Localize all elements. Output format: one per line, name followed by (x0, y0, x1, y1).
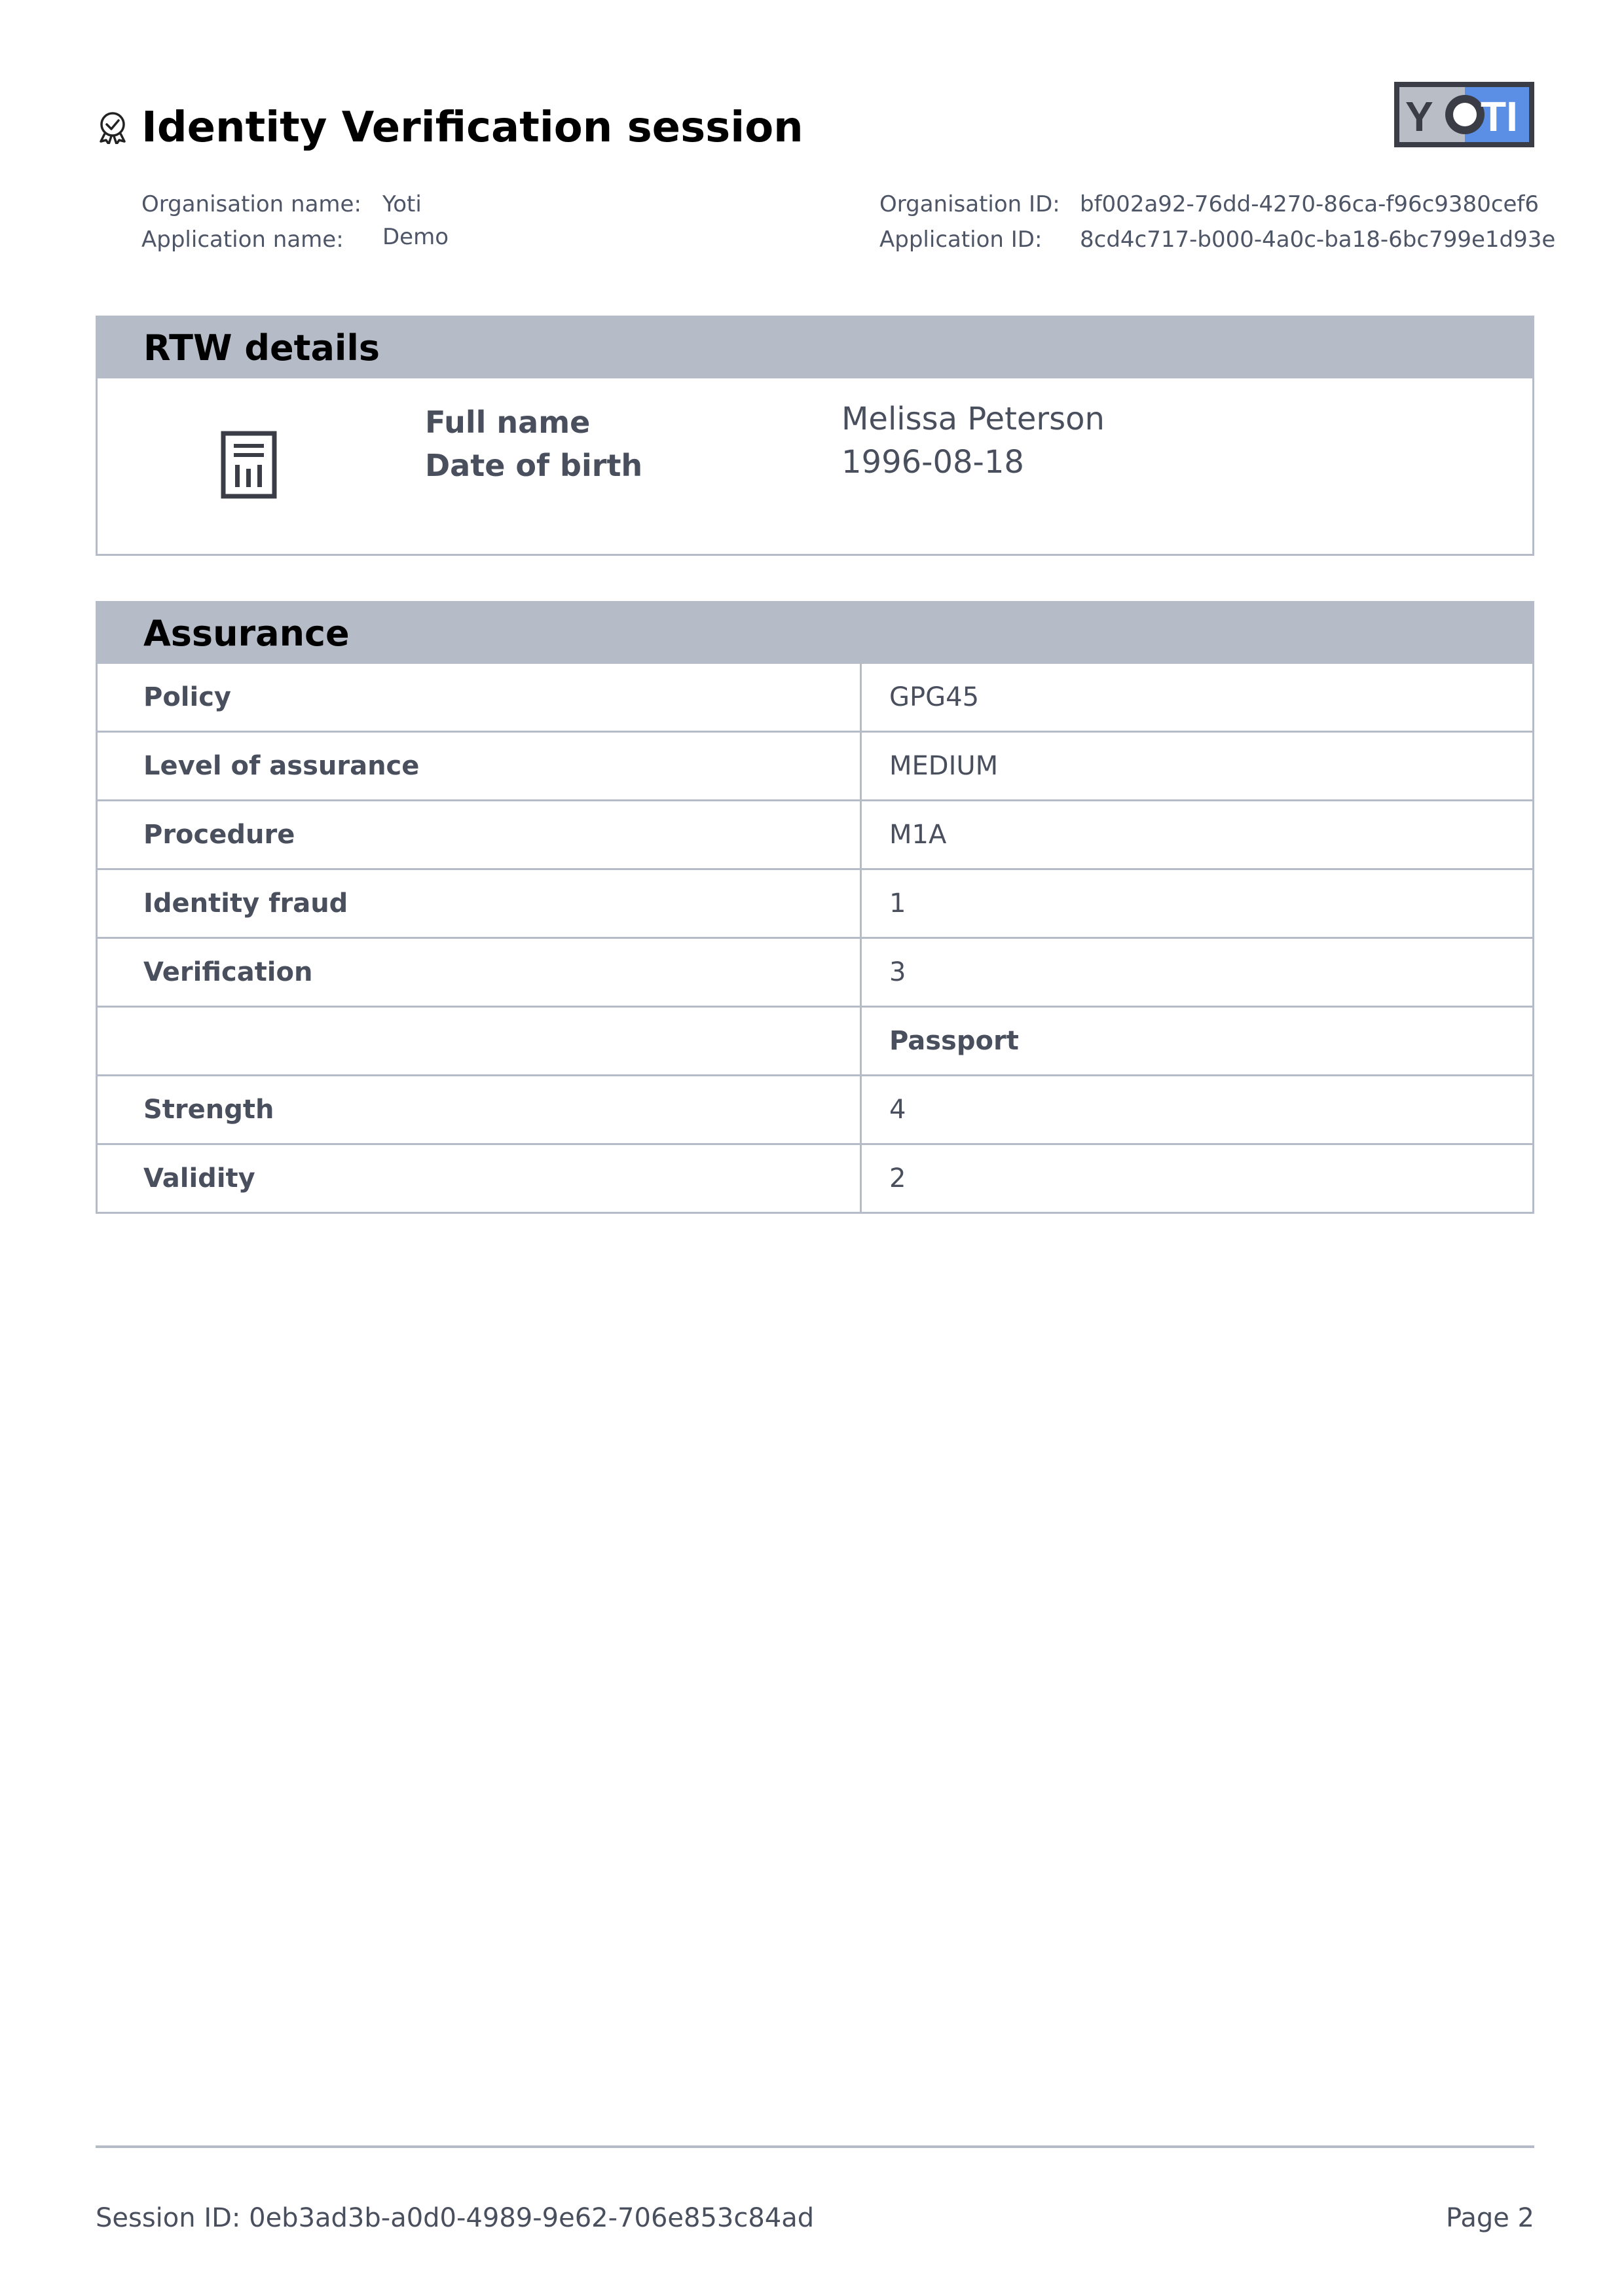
table-row (98, 1076, 1532, 1144)
table-row (98, 732, 1532, 801)
page-title: Identity Verification session (141, 103, 803, 152)
table-row (98, 801, 1532, 869)
assurance-value: 2 (861, 1144, 1533, 1212)
full-name-value: Melissa Peterson (841, 401, 1105, 437)
table-row (98, 1144, 1532, 1212)
date-of-birth-value: 1996-08-18 (841, 444, 1024, 481)
assurance-label: Verification (98, 938, 861, 1007)
assurance-label: Validity (98, 1144, 861, 1212)
organisation-name-label: Organisation name: (141, 191, 361, 217)
assurance-value: 4 (861, 1076, 1533, 1144)
application-id-label: Application ID: (879, 227, 1043, 253)
organisation-name-value: Yoti (382, 191, 422, 217)
assurance-value: 3 (861, 938, 1533, 1007)
assurance-value: Passport (861, 1007, 1533, 1076)
assurance-header: Assurance (98, 603, 1532, 664)
rtw-details-header: RTW details (98, 318, 1532, 378)
table-row (98, 664, 1532, 732)
application-name-value: Demo (382, 224, 449, 250)
assurance-section (96, 601, 1534, 1214)
assurance-table (98, 664, 1532, 1212)
svg-text:Y: Y (1405, 93, 1433, 140)
assurance-label: Policy (98, 664, 861, 732)
assurance-value: M1A (861, 801, 1533, 869)
organisation-id-value: bf002a92-76dd-4270-86ca-f96c9380cef6 (1080, 191, 1540, 217)
yoti-logo (1394, 82, 1534, 147)
table-row (98, 938, 1532, 1007)
assurance-label: Level of assurance (98, 732, 861, 801)
assurance-label: Strength (98, 1076, 861, 1144)
full-name-label: Full name (425, 405, 591, 440)
assurance-value: 1 (861, 869, 1533, 938)
assurance-label (98, 1007, 861, 1076)
svg-text:TI: TI (1481, 93, 1518, 140)
page-number: Page 2 (1446, 2203, 1534, 2233)
assurance-label: Procedure (98, 801, 861, 869)
application-id-value: 8cd4c717-b000-4a0c-ba18-6bc799e1d93e (1080, 227, 1556, 253)
session-id: Session ID: 0eb3ad3b-a0d0-4989-9e62-706e853c84ad (96, 2203, 815, 2233)
organisation-id-label: Organisation ID: (879, 191, 1060, 217)
rtw-details-section (96, 316, 1534, 556)
application-name-label: Application name: (141, 227, 344, 253)
date-of-birth-label: Date of birth (425, 448, 643, 483)
footer-divider (96, 2145, 1534, 2148)
verification-badge-icon (96, 110, 130, 144)
assurance-value: MEDIUM (861, 732, 1533, 801)
assurance-label: Identity fraud (98, 869, 861, 938)
assurance-value: GPG45 (889, 682, 980, 712)
document-icon (221, 431, 277, 499)
rtw-details-body (98, 378, 1532, 554)
table-row (98, 1007, 1532, 1076)
table-row (98, 869, 1532, 938)
